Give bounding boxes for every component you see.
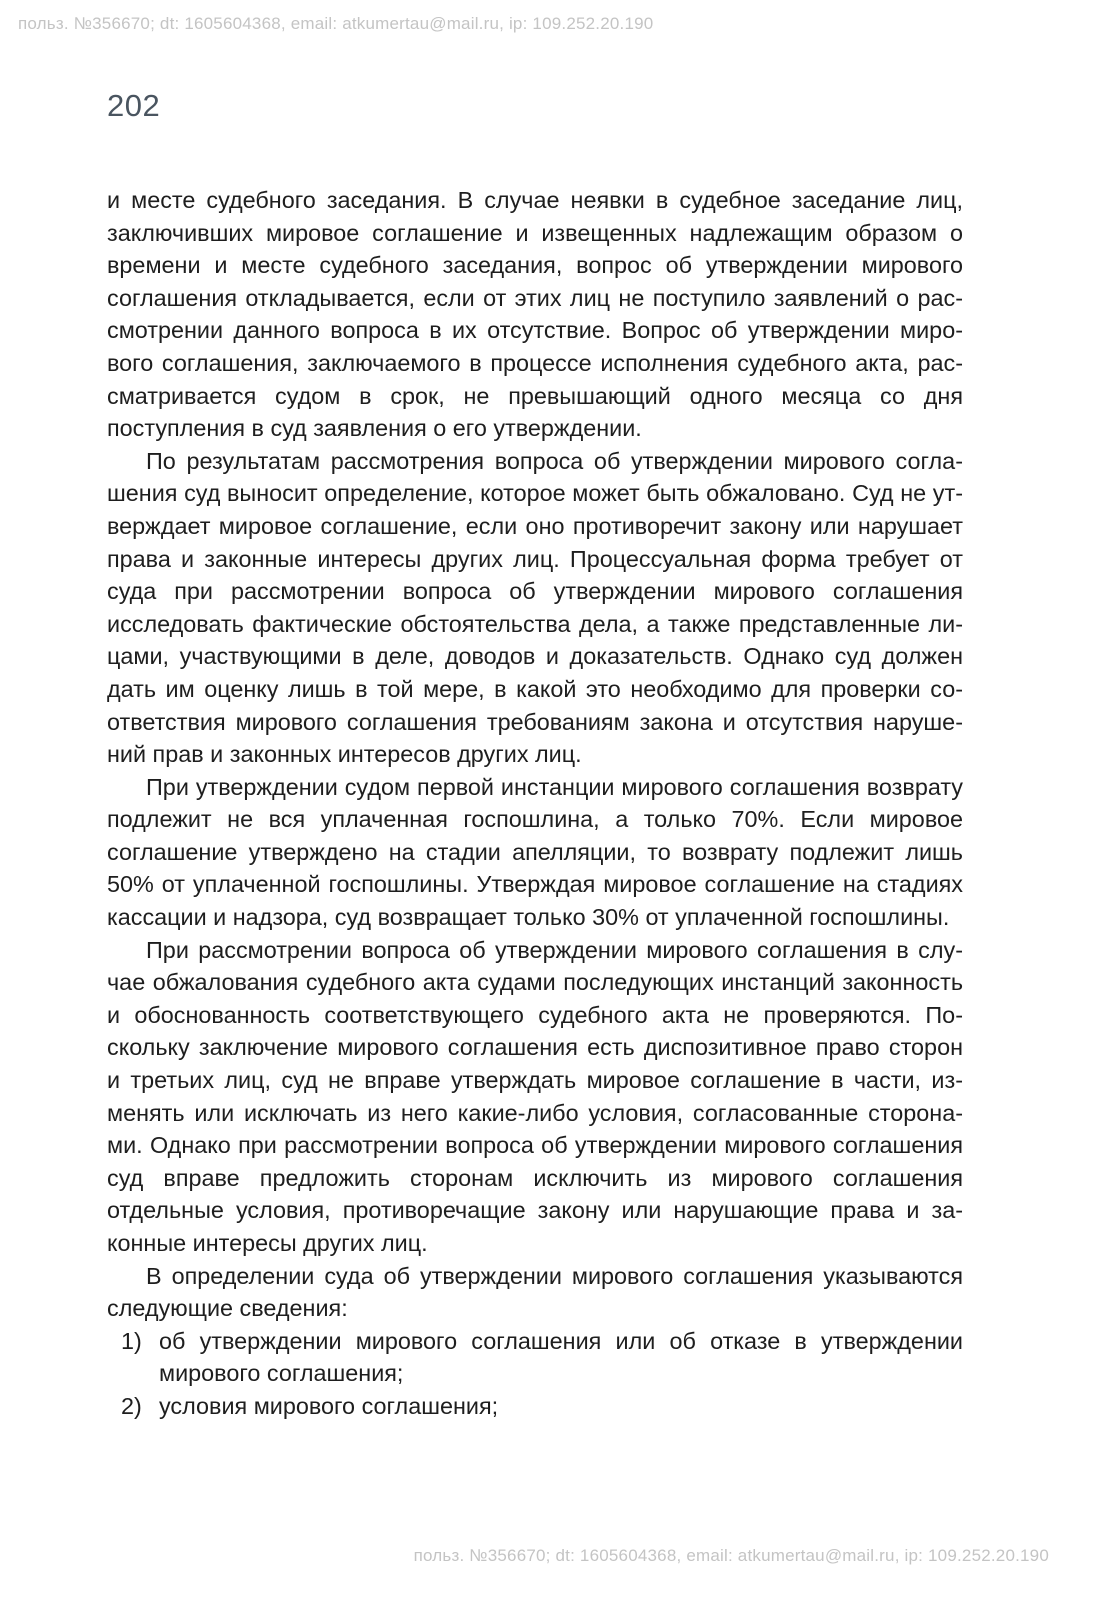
list-marker: 2) <box>121 1392 142 1419</box>
paragraph: При утверждении судом первой инстанции мирового соглашения возврату подлежит не вся уплаченная госпошлина, а только 70%. Если мировое соглашение утверждено на стадии апелляции, то возврату подлежит лишь 50% от уплаченной госпошлины. Утверждая мировое соглашение на стадиях кассации и надзора, суд возвращает только 30% от уплаченной госпошлины. <box>107 773 963 931</box>
list-item <box>107 1325 963 1390</box>
paragraph: По результатам рассмотрения вопроса об утверждении мирового соглашения суд выносит определение, которое может быть обжаловано. Суд не утверждает мировое соглашение, если оно противоречит закону или нарушает права и законные интересы других лиц. Процессуальная форма требует от суда при рассмотрении вопроса об утверждении мирового соглашения исследовать фактические обстоятельства дела, а также представленные лицами, участвующими в деле, доводов и доказательств. Однако суд должен дать им оценку лишь в той мере, в какой это необходимо для проверки соответствия мирового соглашения требованиям закона и отсутствия нарушений прав и законных интересов других лиц. <box>107 447 963 768</box>
paragraph: В определении суда об утверждении мирового соглашения указываются следующие сведения: <box>107 1262 963 1322</box>
paragraph: При рассмотрении вопроса об утверждении мирового соглашения в случае обжалования судебного акта судами последующих инстанций законность и обоснованность соответствующего судебного акта не проверяются. Поскольку заключение мирового соглашения есть диспозитивное право сторон и третьих лиц, суд не вправе утверждать мировое соглашение в части, изменять или исключать из него какие-либо условия, согласованные сторонами. Однако при рассмотрении вопроса об утверждении мирового соглашения суд вправе предложить сторонам исключить из мирового соглашения отдельные условия, противоречащие закону или нарушающие права и законные интересы других лиц. <box>107 936 963 1256</box>
list-item <box>107 1390 963 1423</box>
list-marker: 1) <box>121 1327 142 1354</box>
numbered-list <box>107 1325 963 1423</box>
page-body <box>107 184 963 1423</box>
watermark-top: польз. №356670; dt: 1605604368, email: atkumertau@mail.ru, ip: 109.252.20.190 <box>18 14 654 33</box>
list-item-text: об утверждении мирового соглашения или об отказе в утверждении мирового соглашения; <box>159 1327 963 1387</box>
paragraph: и месте судебного заседания. В случае неявки в судебное заседание лиц, заключивших мировое соглашение и извещенных надлежащим образом о времени и месте судебного заседания, вопрос об утверждении мирового соглашения откладывается, если от этих лиц не поступило заявлений о рассмотрении данного вопроса в их отсутствие. Вопрос об утверждении мирового соглашения, заключаемого в процессе исполнения судебного акта, рассматривается судом в срок, не превышающий одного месяца со дня поступления в суд заявления о его утверждении. <box>107 187 963 442</box>
watermark-bottom: польз. №356670; dt: 1605604368, email: atkumertau@mail.ru, ip: 109.252.20.190 <box>413 1546 1049 1565</box>
page-number: 202 <box>107 88 161 123</box>
list-item-text: условия мирового соглашения; <box>159 1392 499 1419</box>
